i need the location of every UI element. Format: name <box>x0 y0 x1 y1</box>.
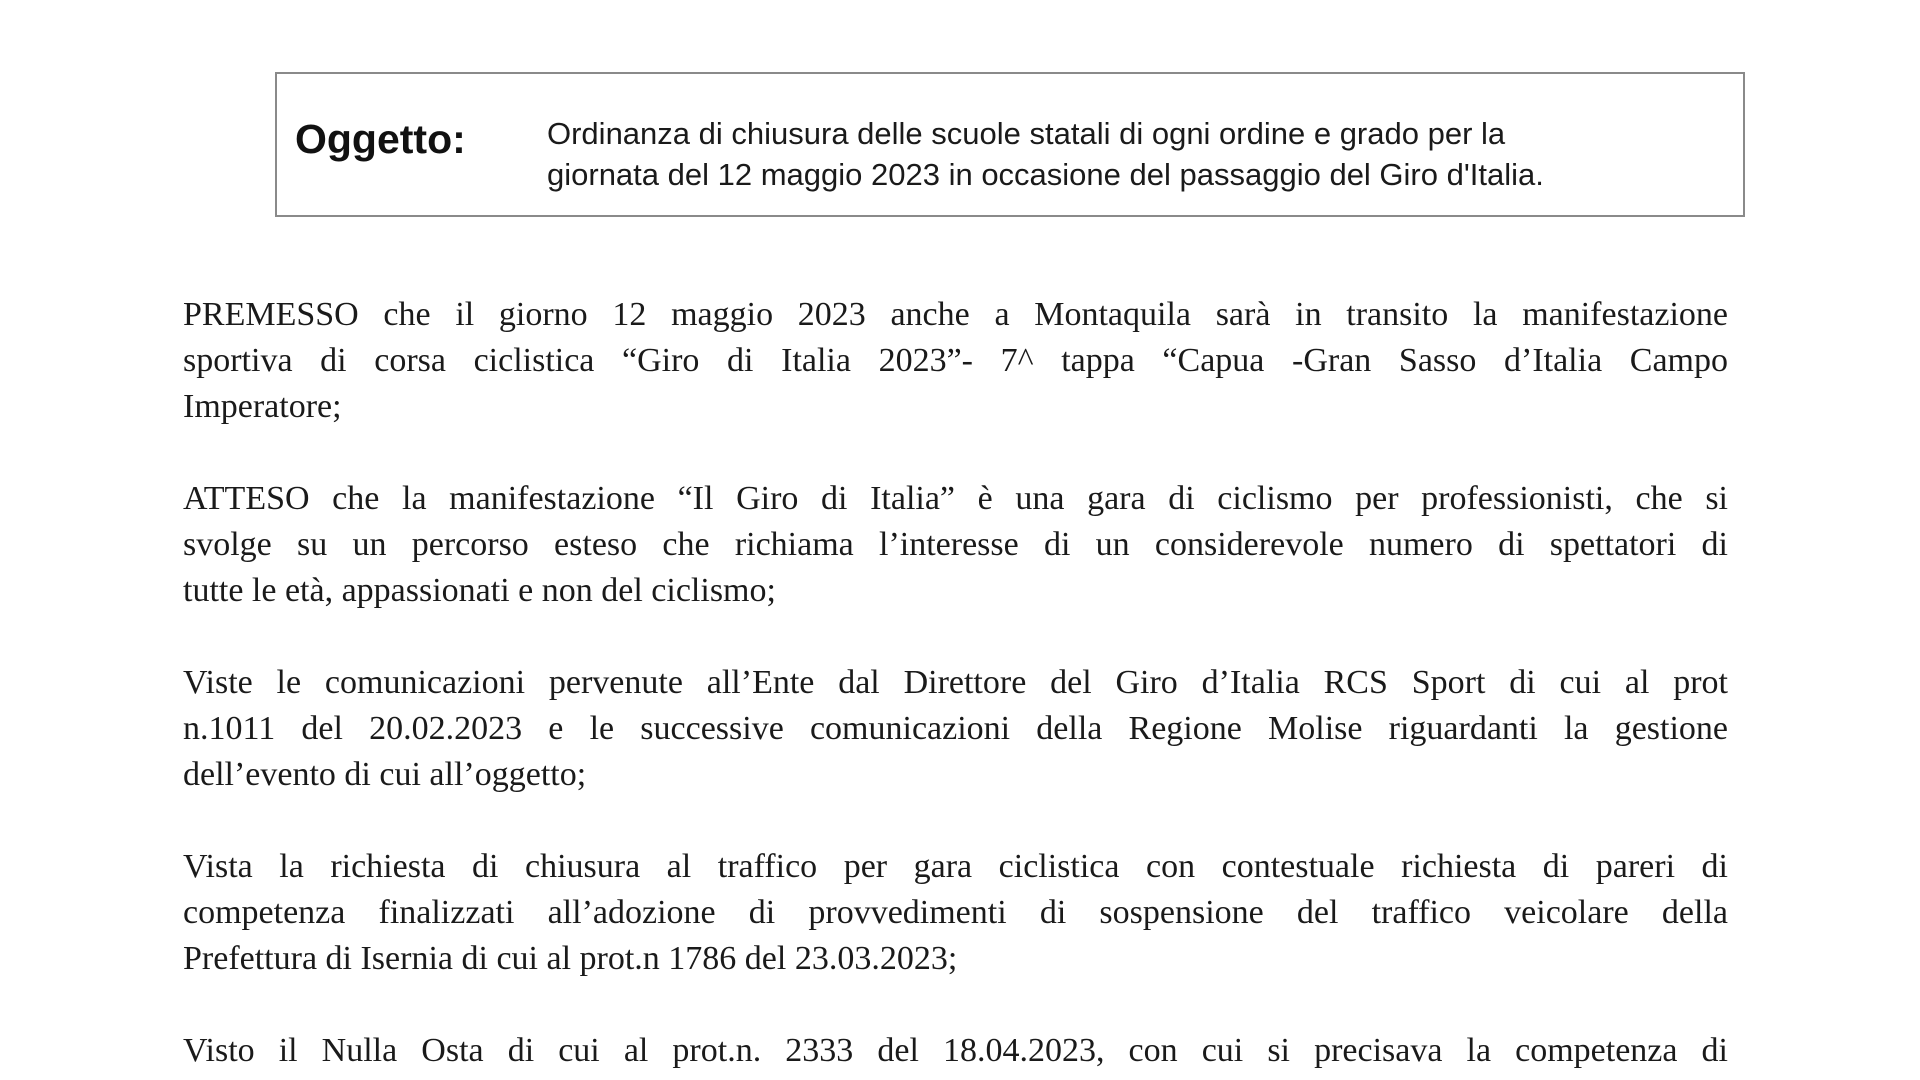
paragraph-line: svolge su un percorso esteso che richiama l’interesse di un considerevole numero di spettatori di <box>183 526 1728 563</box>
paragraph-line: Viste le comunicazioni pervenute all’Ente dal Direttore del Giro d’Italia RCS Sport di cui al prot <box>183 664 1728 701</box>
paragraph-viste-comunicazioni <box>183 660 1728 798</box>
subject-line: giornata del 12 maggio 2023 in occasione del passaggio del Giro d'Italia. <box>547 157 1544 192</box>
subject-text <box>547 113 1727 195</box>
paragraph-visto-nulla-osta <box>183 1028 1728 1074</box>
document-body <box>183 292 1728 1080</box>
paragraph-line: Visto il Nulla Osta di cui al prot.n. 2333 del 18.04.2023, con cui si precisava la competenza di <box>183 1032 1728 1069</box>
paragraph-atteso <box>183 476 1728 614</box>
paragraph-line: n.1011 del 20.02.2023 e le successive comunicazioni della Regione Molise riguardanti la gestione <box>183 710 1728 747</box>
paragraph-line: Imperatore; <box>183 388 342 425</box>
paragraph-line: ATTESO che la manifestazione “Il Giro di Italia” è una gara di ciclismo per professionisti, che si <box>183 480 1728 517</box>
subject-line: Ordinanza di chiusura delle scuole statali di ogni ordine e grado per la <box>547 116 1506 151</box>
paragraph-line: PREMESSO che il giorno 12 maggio 2023 anche a Montaquila sarà in transito la manifestazione <box>183 296 1728 333</box>
paragraph-line: sportiva di corsa ciclistica “Giro di Italia 2023”- 7^ tappa “Capua -Gran Sasso d’Italia Campo <box>183 342 1728 379</box>
paragraph-premesso <box>183 292 1728 430</box>
paragraph-line: dell’evento di cui all’oggetto; <box>183 756 587 793</box>
paragraph-line: Vista la richiesta di chiusura al traffico per gara ciclistica con contestuale richiesta di pareri di <box>183 848 1728 885</box>
paragraph-line: tutte le età, appassionati e non del ciclismo; <box>183 572 776 609</box>
subject-label: Oggetto: <box>295 116 466 162</box>
paragraph-vista-richiesta <box>183 844 1728 982</box>
subject-box <box>275 72 1745 217</box>
paragraph-line: competenza finalizzati all’adozione di provvedimenti di sospensione del traffico veicolare della <box>183 894 1728 931</box>
paragraph-line: Prefettura di Isernia di cui al prot.n 1786 del 23.03.2023; <box>183 940 958 977</box>
